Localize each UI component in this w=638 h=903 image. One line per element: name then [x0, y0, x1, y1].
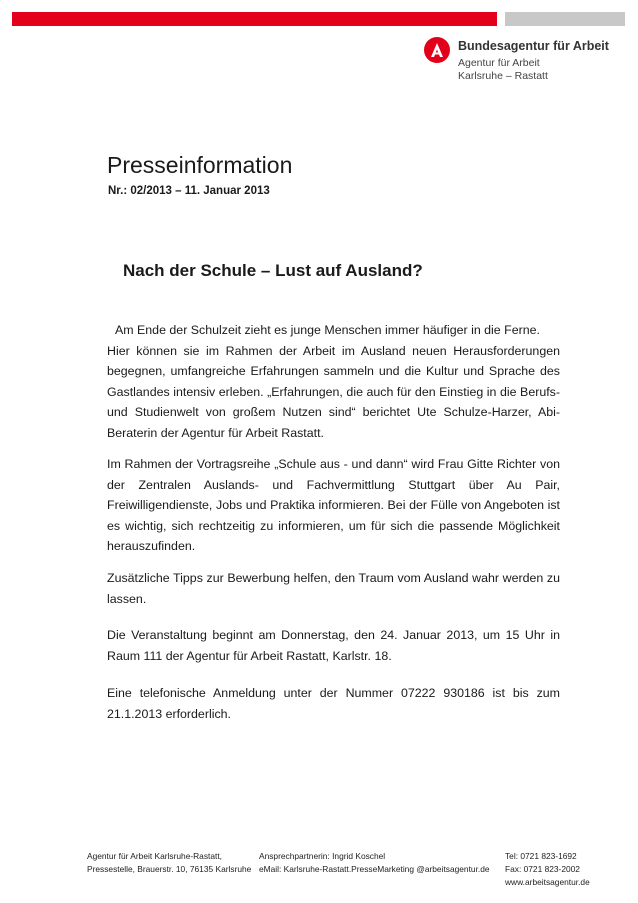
- paragraph-1-first-line: Am Ende der Schulzeit zieht es junge Menschen immer häufiger in die Ferne.: [115, 323, 540, 337]
- paragraph-4: Die Veranstaltung beginnt am Donnerstag, den 24. Januar 2013, um 15 Uhr in Raum 111 der Agentur für Arbeit Rastatt, Karlstr. 18.: [107, 628, 560, 663]
- paragraph-1-rest: Hier können sie im Rahmen der Arbeit im Ausland neuen Herausforderungen begegnen, umfangreiche Erfahrungen sammeln und die Kultur und Sprache des Gastlandes intensiv erleben. „Erfahrungen, die auch für den Einstieg in die Berufs- und Studienwelt von großem Nutzen sind“ berichtet Ute Schulze-Harzer, Abi-Beraterin der Agentur für Arbeit Rastatt.: [107, 343, 560, 440]
- agency-logo: [424, 35, 624, 87]
- logo-title: Bundesagentur für Arbeit: [458, 39, 609, 53]
- footer-contact-email: eMail: Karlsruhe-Rastatt.PresseMarketing @arbeitsagentur.de: [259, 864, 490, 874]
- paragraph-3: Zusätzliche Tipps zur Bewerbung helfen, den Traum vom Ausland wahr werden zu lassen.: [107, 571, 560, 606]
- paragraph-5: Eine telefonische Anmeldung unter der Nummer 07222 930186 ist bis zum 21.1.2013 erforderlich.: [107, 686, 560, 721]
- header-grey-bar: [505, 12, 625, 26]
- document-title: Presseinformation: [107, 152, 293, 178]
- footer-contact: [259, 850, 490, 876]
- footer-address: [87, 850, 251, 876]
- logo-subtitle-1: Agentur für Arbeit: [458, 57, 540, 69]
- paragraph-2: Im Rahmen der Vortragsreihe „Schule aus - und dann“ wird Frau Gitte Richter von der Zentralen Auslands- und Fachvermittlung Stuttgart über Au Pair, Freiwilligendienste, Jobs und Praktika informieren. Bei der Fülle von Angeboten ist es wichtig, sich rechtzeitig zu informieren, um für sich die passende Möglichkeit herauszufinden.: [107, 457, 560, 553]
- document-number-date: Nr.: 02/2013 – 11. Januar 2013: [108, 185, 270, 197]
- footer-fax: Fax: 0721 823-2002: [505, 864, 580, 874]
- header-red-bar: [12, 12, 497, 26]
- agency-logo-icon: [424, 37, 450, 63]
- logo-subtitle-2: Karlsruhe – Rastatt: [458, 70, 548, 82]
- footer-address-line-1: Agentur für Arbeit Karlsruhe-Rastatt,: [87, 851, 222, 861]
- footer-address-line-2: Pressestelle, Brauerstr. 10, 76135 Karlsruhe: [87, 864, 252, 874]
- press-headline: Nach der Schule – Lust auf Ausland?: [123, 261, 423, 280]
- footer-tel: Tel: 0721 823-1692: [505, 851, 577, 861]
- paragraph-1: [107, 320, 560, 443]
- footer-contact-person: Ansprechpartnerin: Ingrid Koschel: [259, 851, 386, 861]
- footer-phone: [505, 850, 590, 889]
- footer-website: www.arbeitsagentur.de: [505, 877, 590, 887]
